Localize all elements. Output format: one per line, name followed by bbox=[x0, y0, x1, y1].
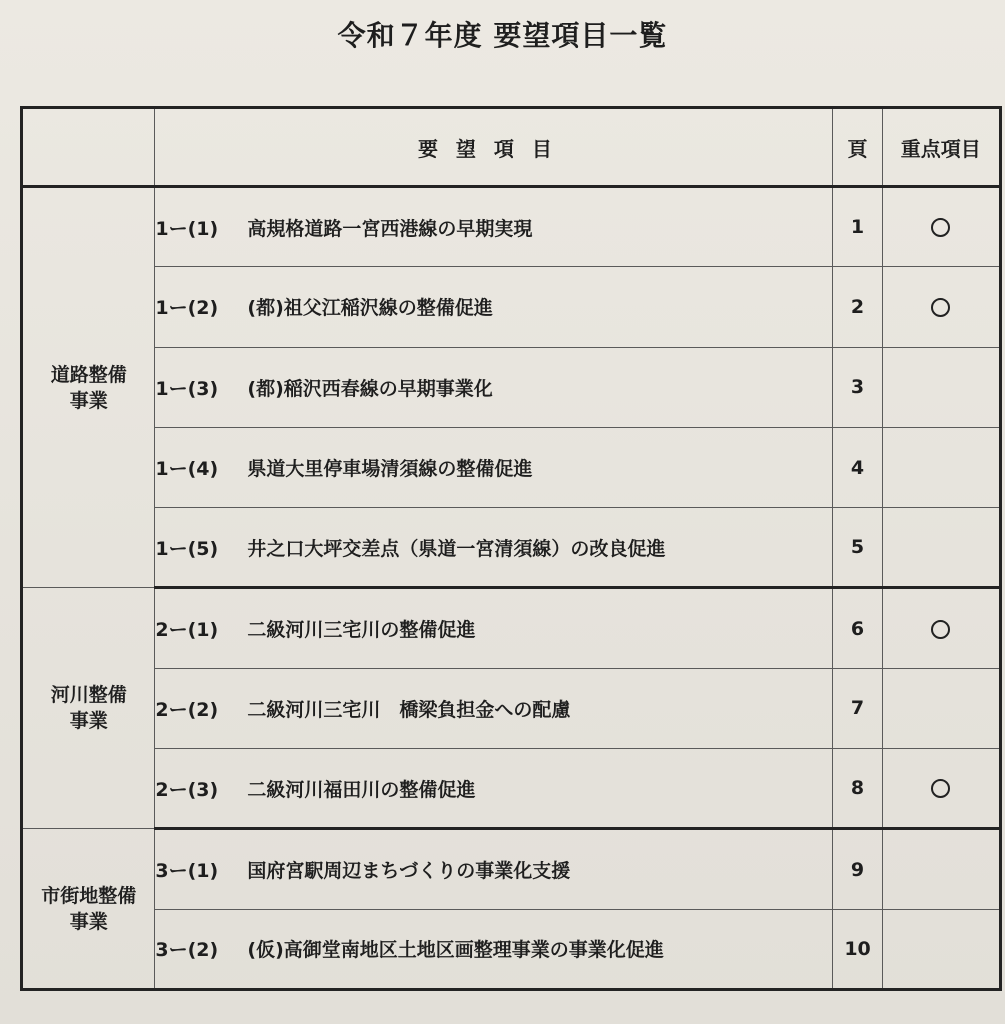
page-number: 6 bbox=[833, 588, 882, 668]
category-label-line: 道路整備 bbox=[50, 363, 127, 386]
header-page: 頁 bbox=[833, 108, 882, 187]
table-row bbox=[22, 267, 1001, 347]
priority-cell bbox=[882, 588, 1000, 668]
category-label-line: 事業 bbox=[69, 910, 108, 933]
item-code: 2ー(3) bbox=[155, 778, 219, 801]
header-category-blank bbox=[22, 108, 155, 187]
page-number: 2 bbox=[833, 267, 882, 347]
priority-cell bbox=[882, 347, 1000, 427]
page-number: 5 bbox=[833, 508, 882, 588]
item-text: 高規格道路一宮西港線の早期実現 bbox=[247, 217, 533, 240]
request-item-cell bbox=[155, 427, 833, 507]
item-text: 国府宮駅周辺まちづくりの事業化支援 bbox=[247, 860, 571, 883]
item-text: 二級河川三宅川 橋梁負担金への配慮 bbox=[247, 698, 571, 721]
item-code: 1ー(4) bbox=[155, 458, 219, 481]
page-number: 1 bbox=[833, 187, 882, 267]
item-code: 3ー(1) bbox=[155, 860, 219, 883]
request-item-cell bbox=[155, 749, 833, 829]
table-body bbox=[22, 187, 1001, 990]
item-code: 1ー(1) bbox=[155, 217, 219, 240]
category-label-line: 河川整備 bbox=[50, 684, 127, 707]
item-text: (都)稲沢西春線の早期事業化 bbox=[247, 377, 493, 400]
request-item-cell bbox=[155, 668, 833, 748]
table-row bbox=[22, 588, 1001, 668]
priority-cell bbox=[882, 668, 1000, 748]
page-title: 令和７年度 要望項目一覧 bbox=[337, 19, 668, 52]
request-item-cell bbox=[155, 588, 833, 668]
table-row bbox=[22, 187, 1001, 267]
item-text: 県道大里停車場清須線の整備促進 bbox=[247, 458, 533, 481]
request-item-cell bbox=[155, 909, 833, 989]
header-request-item: 要望項目 bbox=[155, 108, 833, 187]
category-cell bbox=[22, 829, 155, 990]
page-number: 8 bbox=[833, 749, 882, 829]
item-text: (仮)高御堂南地区土地区画整理事業の事業化促進 bbox=[247, 939, 664, 962]
page-number: 4 bbox=[833, 427, 882, 507]
page-number: 9 bbox=[833, 829, 882, 909]
table-row bbox=[22, 829, 1001, 909]
priority-cell bbox=[882, 187, 1000, 267]
priority-cell bbox=[882, 508, 1000, 588]
category-label-line: 事業 bbox=[69, 710, 108, 733]
request-item-cell bbox=[155, 829, 833, 909]
table-row bbox=[22, 427, 1001, 507]
item-code: 1ー(2) bbox=[155, 297, 219, 320]
item-text: (都)祖父江稲沢線の整備促進 bbox=[247, 297, 493, 320]
category-cell bbox=[22, 187, 155, 588]
priority-cell bbox=[882, 909, 1000, 989]
request-item-cell bbox=[155, 267, 833, 347]
item-text: 二級河川福田川の整備促進 bbox=[247, 778, 476, 801]
item-code: 1ー(3) bbox=[155, 377, 219, 400]
table-row bbox=[22, 347, 1001, 427]
priority-circle-icon bbox=[931, 218, 950, 237]
header-priority: 重点項目 bbox=[882, 108, 1000, 187]
page-number: 10 bbox=[833, 909, 882, 989]
priority-cell bbox=[882, 829, 1000, 909]
priority-circle-icon bbox=[931, 779, 950, 798]
request-item-cell bbox=[155, 187, 833, 267]
request-item-cell bbox=[155, 508, 833, 588]
item-code: 3ー(2) bbox=[155, 939, 219, 962]
table-header-row bbox=[22, 108, 1001, 187]
priority-cell bbox=[882, 427, 1000, 507]
item-code: 2ー(2) bbox=[155, 698, 219, 721]
priority-cell bbox=[882, 749, 1000, 829]
category-label-line: 市街地整備 bbox=[41, 884, 137, 907]
category-cell bbox=[22, 588, 155, 829]
table-row bbox=[22, 508, 1001, 588]
request-item-cell bbox=[155, 347, 833, 427]
item-code: 2ー(1) bbox=[155, 619, 219, 642]
priority-circle-icon bbox=[931, 620, 950, 639]
table-row bbox=[22, 668, 1001, 748]
item-text: 二級河川三宅川の整備促進 bbox=[247, 619, 476, 642]
item-text: 井之口大坪交差点（県道一宮清須線）の改良促進 bbox=[247, 537, 666, 560]
priority-cell bbox=[882, 267, 1000, 347]
page-number: 7 bbox=[833, 668, 882, 748]
category-label-line: 事業 bbox=[69, 389, 108, 412]
table-row bbox=[22, 749, 1001, 829]
page-number: 3 bbox=[833, 347, 882, 427]
table-row bbox=[22, 909, 1001, 989]
item-code: 1ー(5) bbox=[155, 537, 219, 560]
priority-circle-icon bbox=[931, 298, 950, 317]
request-items-table bbox=[20, 106, 1002, 991]
